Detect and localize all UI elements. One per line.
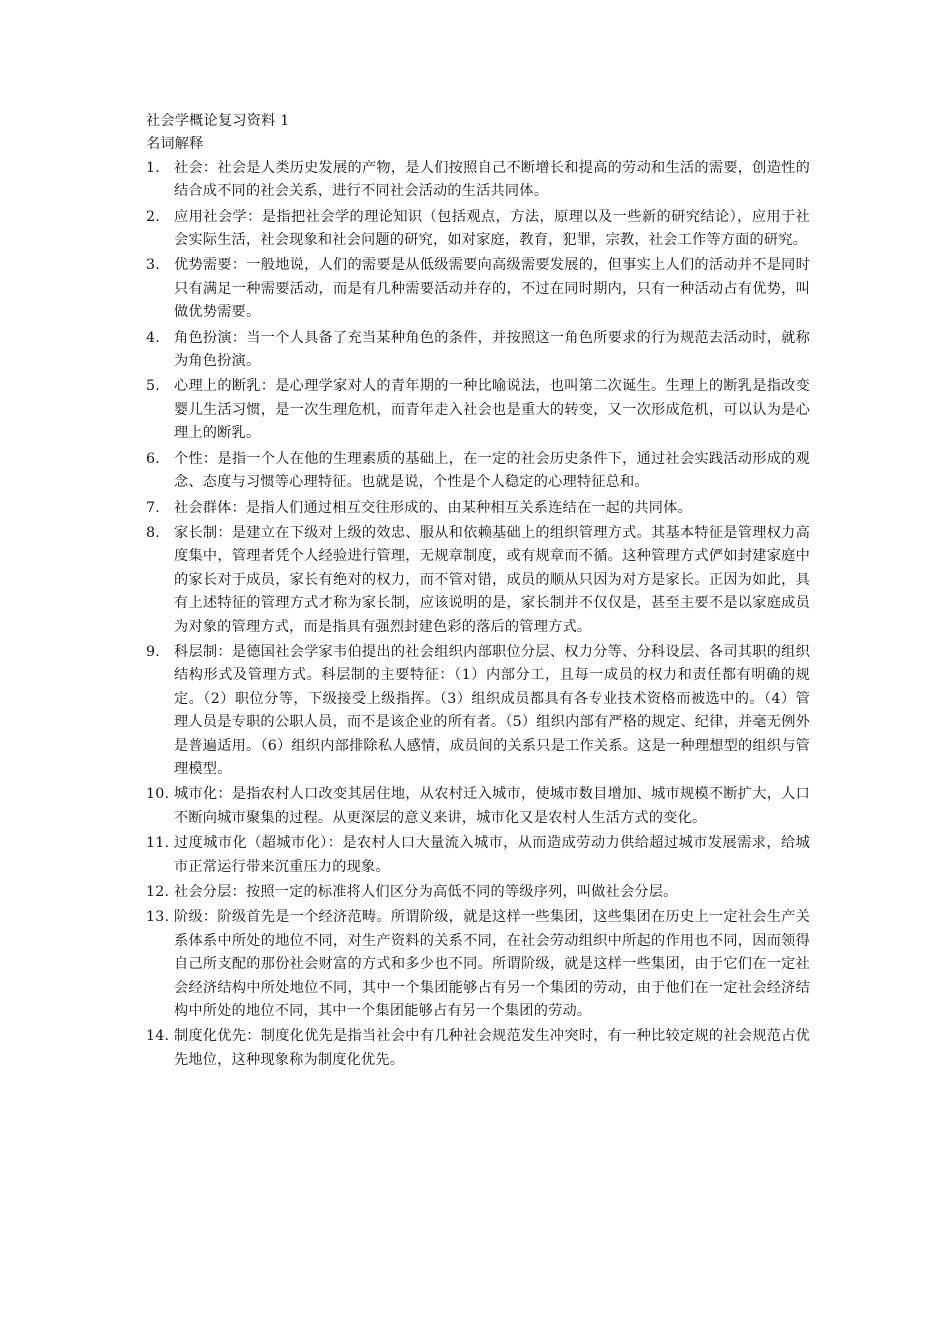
term-number: 12. [146,884,170,900]
term-number: 4. [146,329,160,346]
term-item-4 [146,327,810,374]
term-item-9 [146,641,810,781]
term-number: 2. [146,208,160,225]
term-definition: 优势需要：一般地说，人们的需要是从低级需要向高级需要发展的，但事实上人们的活动并不是同时只有满足一种需要活动，而是有几种需要活动并存的，不过在同时期内，只有一种活动占有优势，叫做优势需要。 [174,257,810,321]
term-number: 14. [146,1028,170,1045]
term-number: 11. [146,835,170,852]
term-number: 3. [146,257,160,274]
term-item-7 [146,497,810,520]
term-definition: 城市化：是指农村人口改变其居住地，从农村迁入城市，使城市数目增加、城市规模不断扩大，人口不断向城市聚集的过程。从更深层的意义来讲，城市化又是农村人生活方式的变化。 [174,786,810,826]
term-definition: 社会：社会是人类历史发展的产物，是人们按照自己不断增长和提高的劳动和生活的需要，创造性的结合成不同的社会关系，进行不同社会活动的生活共同体。 [174,159,810,200]
term-number: 10. [146,786,170,803]
term-number: 9. [146,643,160,660]
term-definition: 阶级：阶级首先是一个经济范畴。所谓阶级，就是这样一些集团，这些集团在历史上一定社会生产关系体系中所处的地位不同，对生产资料的关系不同，在社会劳动组织中所起的作用也不同，因而领得自己所支配的那份社会财富的方式和多少也不同。所谓阶级，就是这样一些集团，由于它们在一定社会经济结构中所处地位不同，其中一个集团能够占有另一个集团的劳动，由于他们在一定社会经济结构中所处的地位不同，其中一个集团能够占有另一个集团的劳动。 [174,909,810,1020]
term-definition: 过度城市化（超城市化）：是农村人口大量流入城市，从而造成劳动力供给超过城市发展需求，给城市正常运行带来沉重压力的现象。 [174,835,810,875]
term-list [146,157,810,1072]
term-definition: 个性：是指一个人在他的生理素质的基础上，在一定的社会历史条件下，通过社会实践活动形成的观念、态度与习惯等心理特征。也就是说，个性是个人稳定的心理特征总和。 [174,450,810,491]
term-definition: 制度化优先：制度化优先是指当社会中有几种社会规范发生冲突时，有一种比较定规的社会规范占优先地位，这种现象称为制度化优先。 [174,1028,810,1068]
term-number: 13. [146,909,170,926]
term-item-5 [146,375,810,445]
term-item-2 [146,206,810,253]
term-definition: 心理上的断乳：是心理学家对人的青年期的一种比喻说法，也叫第二次诞生。生理上的断乳是指改变婴儿生活习惯，是一次生理危机，而青年走入社会也是重大的转变，又一次形成危机，可以认为是心理上的断乳。 [174,378,810,442]
section-heading: 名词解释 [146,136,204,153]
term-definition: 科层制：是德国社会学家韦伯提出的社会组织内部职位分层、权力分等、分科设层、各司其职的组织结构形式及管理方式。科层制的主要特征：（1）内部分工，且每一成员的权力和责任都有明确的规定。（2）职位分等，下级接受上级指挥。（3）组织成员都具有各专业技术资格而被选中的。（4）管理人员是专职的公职人员，而不是该企业的所有者。（5）组织内部有严格的规定、纪律，并毫无例外是普遍适用。（6）组织内部排除私人感情，成员间的关系只是工作关系。这是一种理想型的组织与管理模型。 [174,643,810,777]
term-number: 6. [146,450,160,467]
term-definition: 应用社会学：是指把社会学的理论知识（包括观点，方法，原理以及一些新的研究结论），应用于社会实际生活，社会现象和社会问题的研究，如对家庭，教育，犯罪，宗教，社会工作等方面的研究。 [174,208,810,249]
term-item-10 [146,783,810,830]
term-definition: 角色扮演：当一个人具备了充当某种角色的条件，并按照这一角色所要求的行为规范去活动时，就称为角色扮演。 [174,329,810,370]
term-item-3 [146,254,810,324]
term-number: 1. [146,159,160,176]
term-item-14 [146,1025,810,1072]
term-definition: 家长制：是建立在下级对上级的效忠、服从和依赖基础上的组织管理方式。其基本特征是管理权力高度集中，管理者凭个人经验进行管理，无规章制度，或有规章而不循。这种管理方式俨如封建家庭中的家长对于成员，家长有绝对的权力，而不管对错，成员的顺从只因为对方是家长。正因为如此，具有上述特征的管理方式才称为家长制，应该说明的是，家长制并不仅仅是，甚至主要不是以家庭成员为对象的管理方式，而是指具有强烈封建色彩的落后的管理方式。 [174,524,810,635]
term-definition: 社会分层：按照一定的标准将人们区分为高低不同的等级序列，叫做社会分层。 [174,884,678,900]
term-item-1 [146,157,810,204]
term-item-12 [146,881,810,904]
term-item-13 [146,906,810,1023]
term-definition: 社会群体：是指人们通过相互交往形成的、由某种相互关系连结在一起的共同体。 [174,499,692,516]
term-item-6 [146,448,810,495]
document-title: 社会学概论复习资料 1 [146,113,290,129]
term-number: 7. [146,499,160,516]
term-item-8 [146,522,810,639]
term-item-11 [146,832,810,879]
term-number: 5. [146,378,160,395]
term-number: 8. [146,524,160,541]
document-body [146,110,810,1074]
